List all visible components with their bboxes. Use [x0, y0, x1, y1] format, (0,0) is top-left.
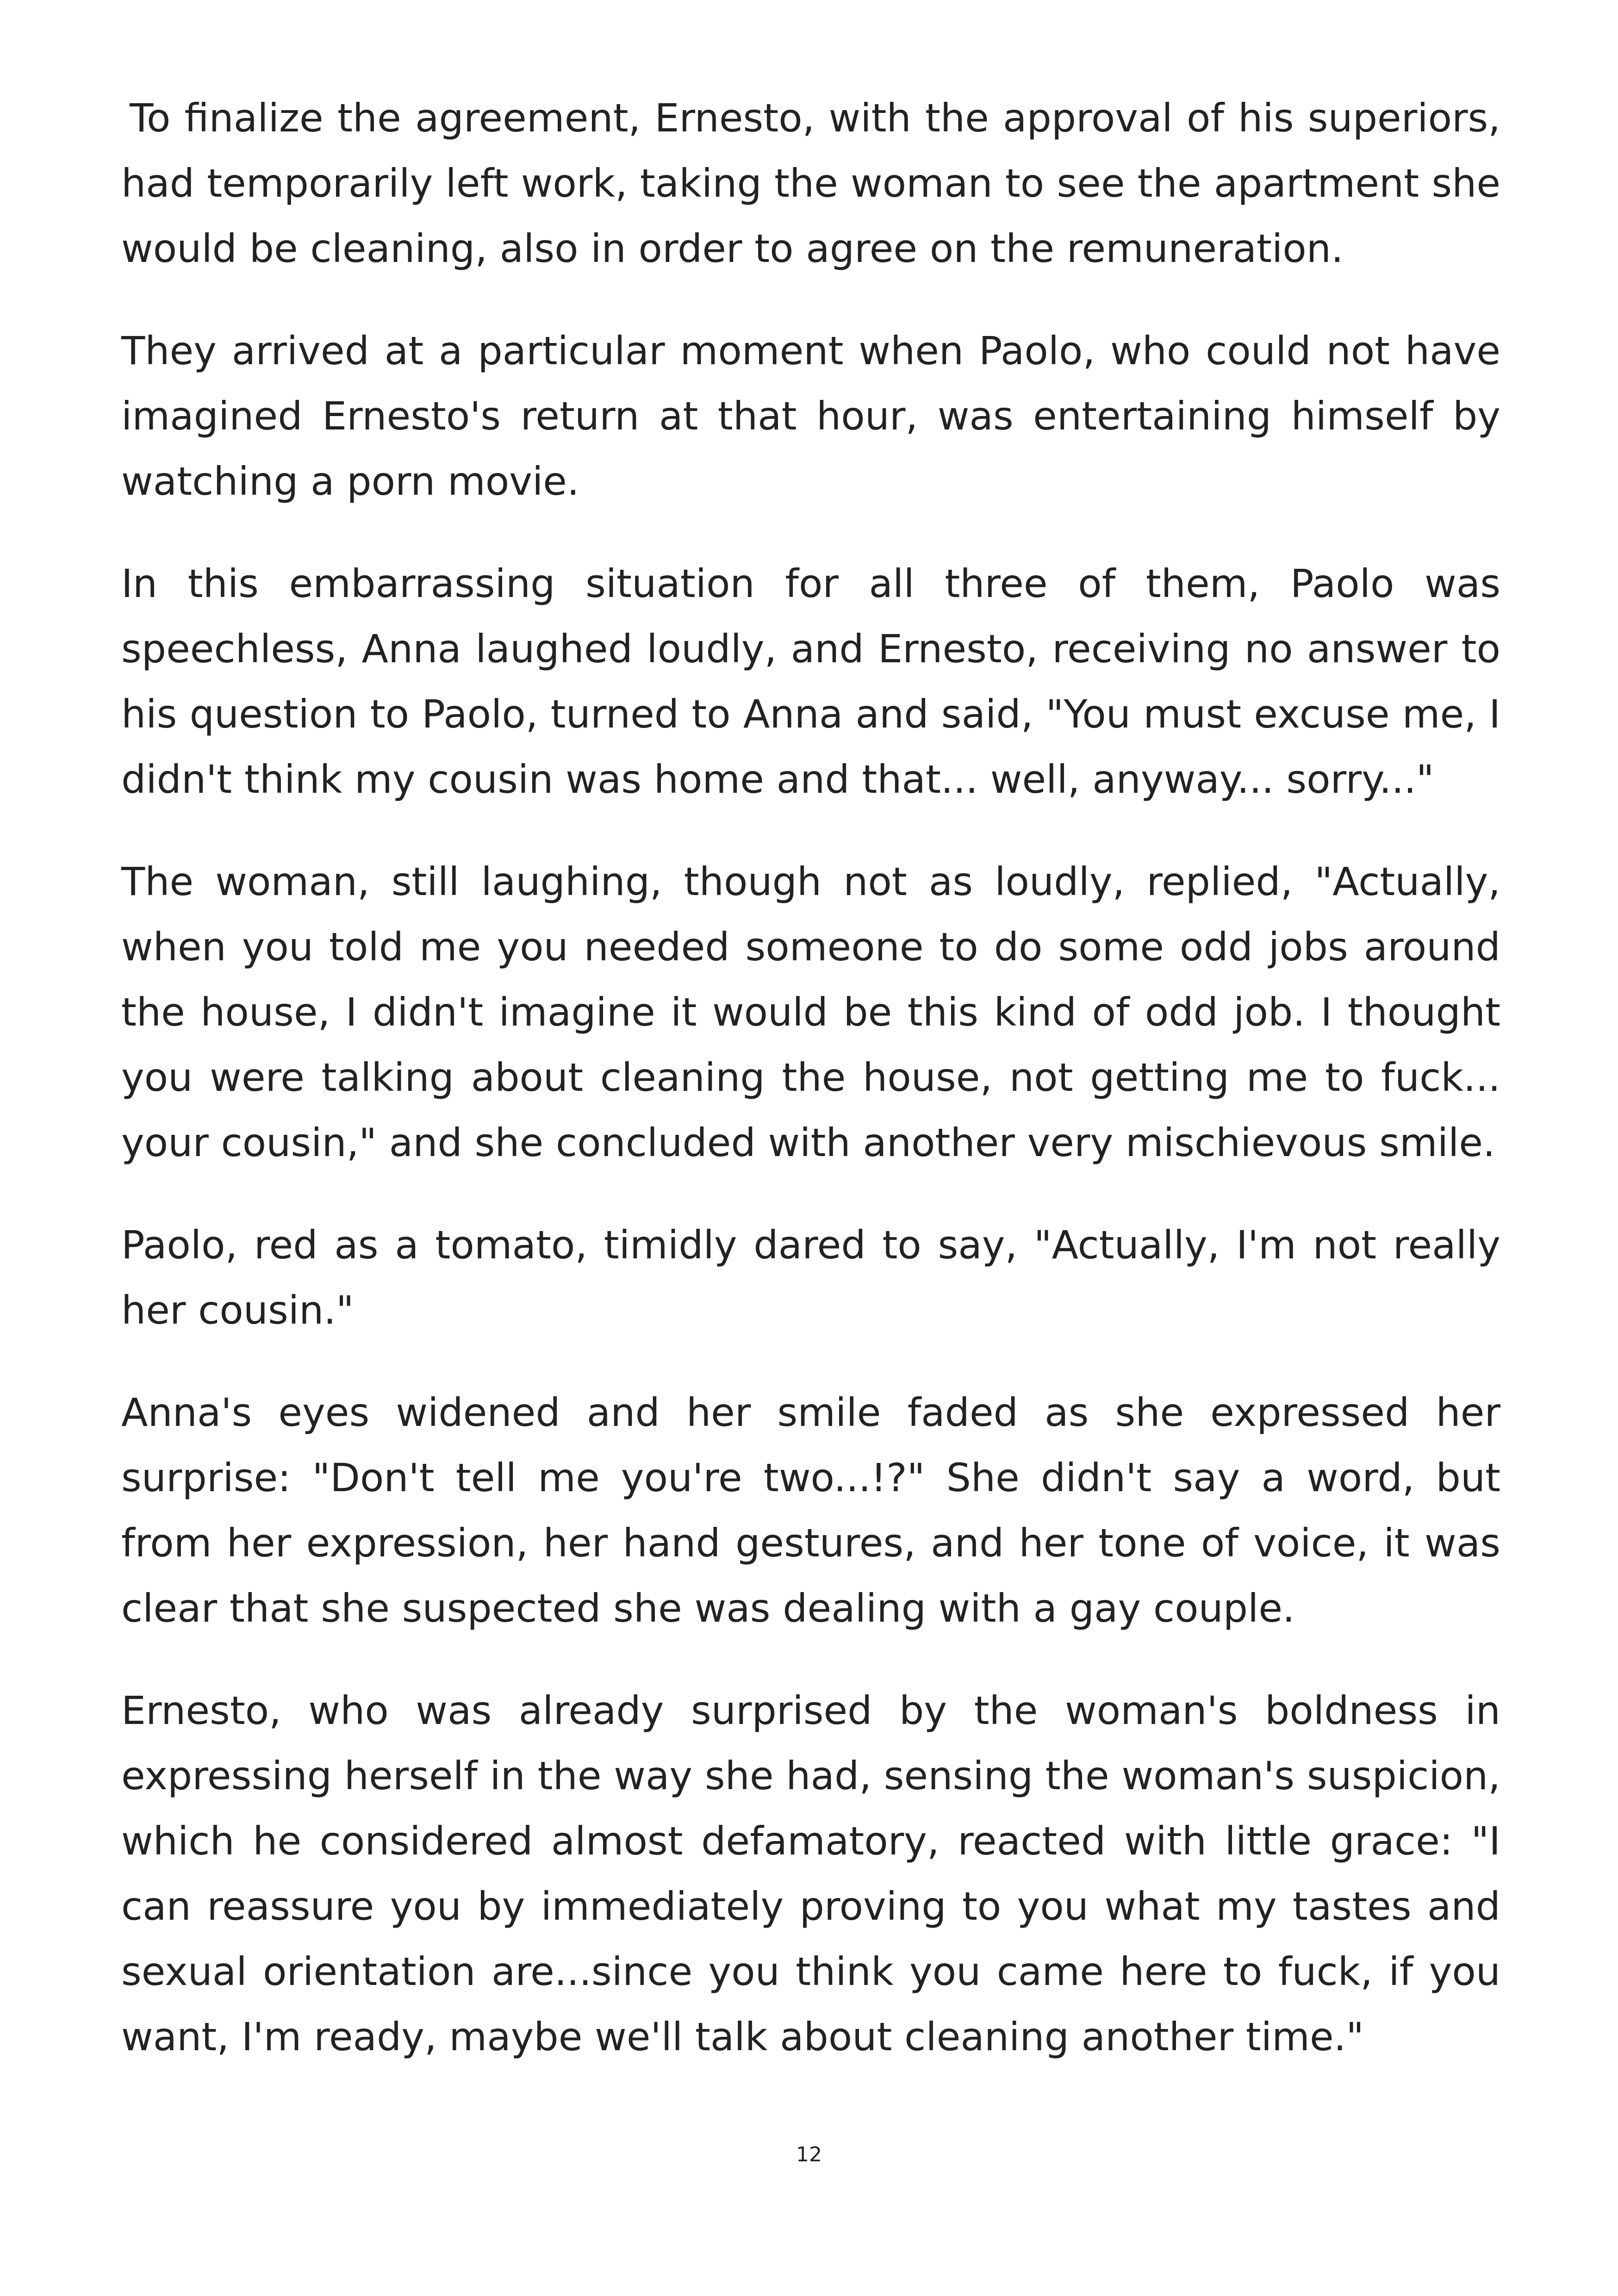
paragraph-2: They arrived at a particular moment when Paolo, who could not have imagined Ernesto's return at that hour, was entertaining himself by watching a porn movie.	[121, 328, 1500, 504]
paragraph-1: To finalize the agreement, Ernesto, with the approval of his superiors, had temporarily left work, taking the woman to see the apartment she would be cleaning, also in order to agree on the remuneration.	[121, 95, 1500, 271]
page-number: 12	[796, 2143, 822, 2166]
paragraph-4: The woman, still laughing, though not as loudly, replied, "Actually, when you told me you needed someone to do some odd jobs around the house, I didn't imagine it would be this kind of odd job. I thought you were talking about cleaning the house, not getting me to fuck... your cousin," and she concluded with another very mischievous smile.	[121, 859, 1500, 1165]
body-text	[121, 86, 1500, 2107]
paragraph-3: In this embarrassing situation for all three of them, Paolo was speechless, Anna laughed loudly, and Ernesto, receiving no answer to his question to Paolo, turned to Anna and said, "You must excuse me, I didn't think my cousin was home and that... well, anyway... sorry..."	[121, 561, 1500, 802]
paragraph-6: Anna's eyes widened and her smile faded as she expressed her surprise: "Don't tell me you're two...!?" She didn't say a word, but from her expression, her hand gestures, and her tone of voice, it was clear that she suspected she was dealing with a gay couple.	[121, 1390, 1500, 1631]
paragraph-7: Ernesto, who was already surprised by the woman's boldness in expressing herself in the way she had, sensing the woman's suspicion, which he considered almost defamatory, reacted with little grace: "I can reassure you by immediately proving to you what my tastes and sexual orientation are...since you think you came here to fuck, if you want, I'm ready, maybe we'll talk about cleaning another time."	[121, 1688, 1500, 2060]
paragraph-5: Paolo, red as a tomato, timidly dared to say, "Actually, I'm not really her cousin."	[121, 1222, 1500, 1333]
